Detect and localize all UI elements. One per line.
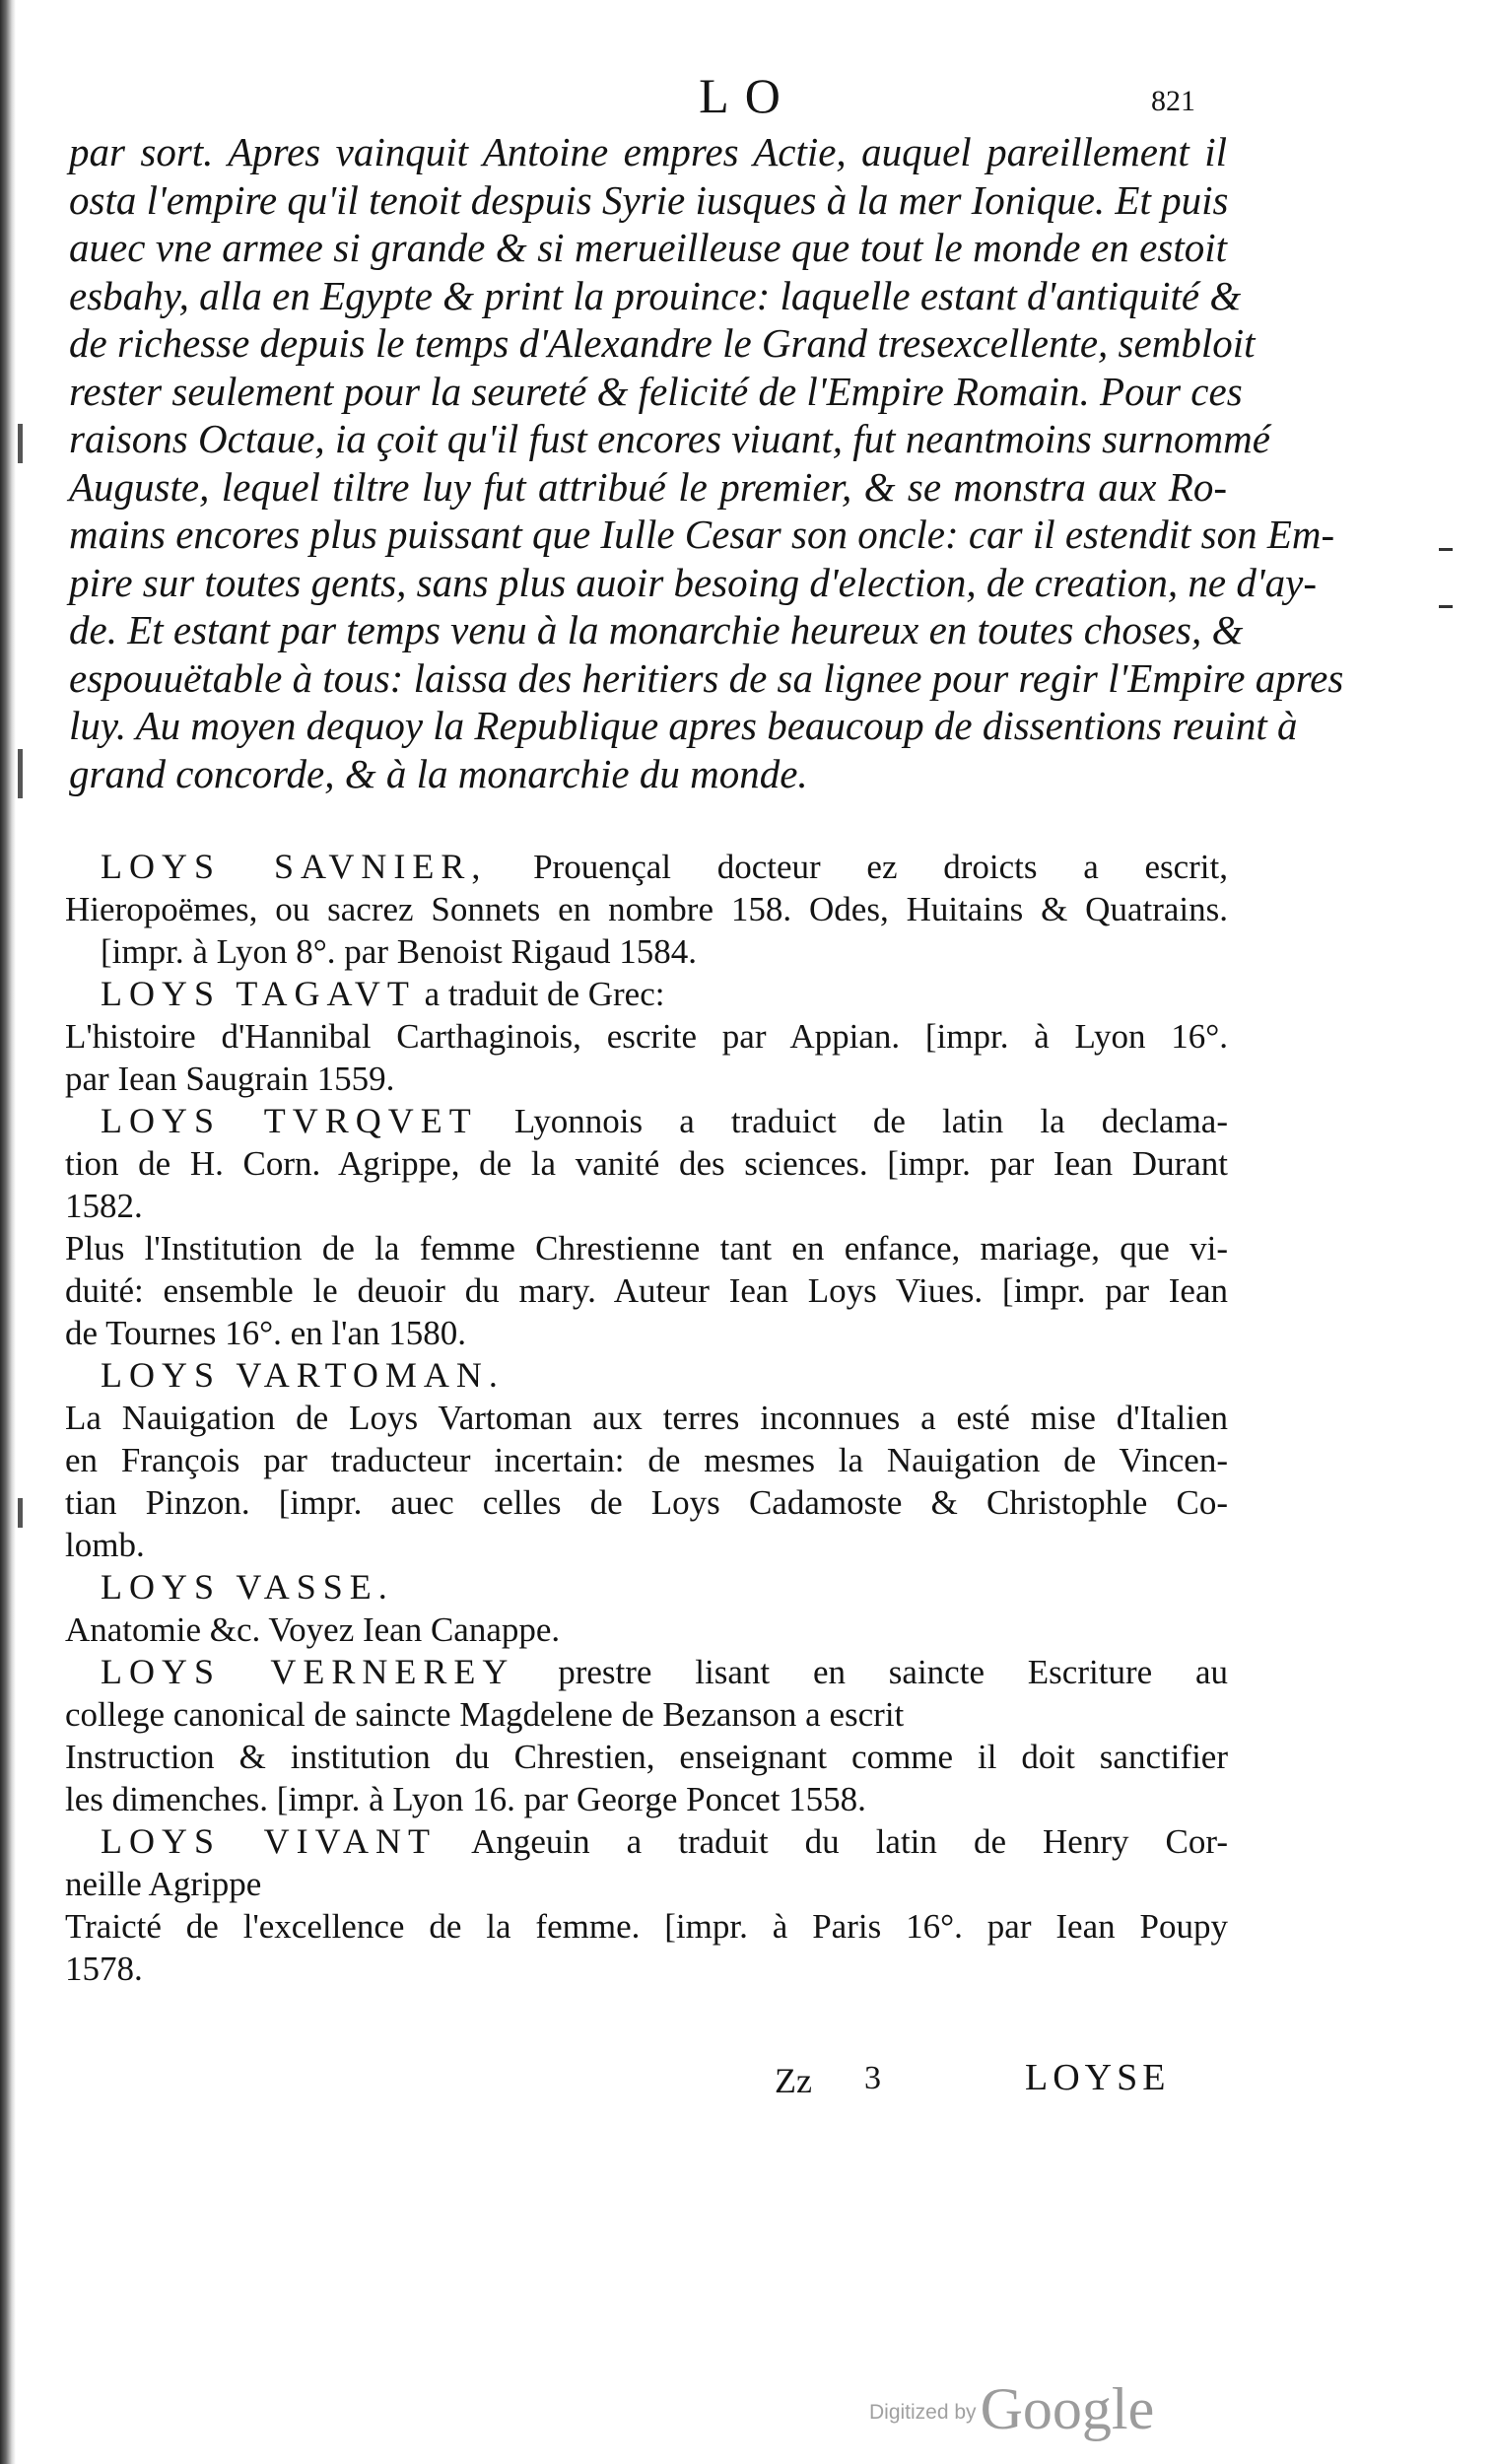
author-name: LOYS VASSE. <box>101 1567 394 1607</box>
entry-text: Instruction & institution du Chrestien, enseignant comme il doit sanctifier <box>65 1738 1228 1776</box>
entry-text: neille Agrippe <box>65 1865 262 1903</box>
entry-text: 1582. <box>65 1187 143 1225</box>
text-line: osta l'empire qu'il tenoit despuis Syrie iusques à la mer Ionique. Et puis <box>69 176 1229 223</box>
entry-text: prestre lisant en saincte Escriture au <box>514 1653 1228 1691</box>
text-line: Auguste, lequel tiltre luy fut attribué le premier, & se monstra aux Ro- <box>69 463 1227 510</box>
entry-text: de Tournes 16°. en l'an 1580. <box>65 1314 466 1352</box>
running-head: LO <box>699 68 796 123</box>
page-number: 821 <box>1151 85 1195 117</box>
author-name: LOYS VERNEREY <box>101 1652 515 1691</box>
text-line: espouuëtable à tous: laissa des heritiers de sa lignee pour regir l'Empire apres <box>69 654 1344 701</box>
catchword: LOYSE <box>1025 2057 1171 2098</box>
text-line: rester seulement pour la seureté & felicité de l'Empire Romain. Pour ces <box>69 368 1243 414</box>
bibliography-entries <box>65 846 1228 1990</box>
text-line: esbahy, alla en Egypte & print la prouince: laquelle estant d'antiquité & <box>69 272 1242 318</box>
signature-number: 3 <box>864 2060 881 2096</box>
margin-mark <box>18 1498 23 1528</box>
text-line: raisons Octaue, ia çoit qu'il fust encores viuant, fut neantmoins surnommé <box>69 416 1270 461</box>
entry-heading-line <box>65 846 1228 888</box>
entry-heading-line <box>65 1651 1228 1693</box>
margin-mark <box>1439 605 1453 608</box>
author-name: LOYS VIVANT <box>101 1821 437 1861</box>
text-line: luy. Au moyen dequoy la Republique apres beaucoup de dissentions reuint à <box>69 703 1298 748</box>
entry-text: L'histoire d'Hannibal Carthaginois, escrite par Appian. [impr. à Lyon 16°. <box>65 1017 1228 1056</box>
text-line: de. Et estant par temps venu à la monarchie heureux en toutes choses, & <box>69 607 1244 652</box>
signature-mark: Zz <box>775 2061 812 2100</box>
author-name: LOYS SAVNIER, <box>101 847 488 886</box>
entry-text: college canonical de saincte Magdelene de Bezanson a escrit <box>65 1695 905 1734</box>
google-logo: Google <box>980 2376 1155 2441</box>
entry-text: 1578. <box>65 1950 143 1988</box>
entry-heading-line <box>65 1354 1228 1397</box>
margin-mark <box>18 424 23 463</box>
entry-text: lomb. <box>65 1526 145 1564</box>
entry-text: par Iean Saugrain 1559. <box>65 1060 395 1098</box>
scan-left-edge <box>0 0 16 2464</box>
entry-text: les dimenches. [impr. à Lyon 16. par George Poncet 1558. <box>65 1780 866 1818</box>
margin-mark <box>1439 548 1453 551</box>
entry-text: Plus l'Institution de la femme Chrestienne tant en enfance, mariage, que vi- <box>65 1229 1228 1267</box>
entry-heading-line <box>65 1566 1228 1608</box>
entry-text: a traduit de Grec: <box>415 975 665 1013</box>
text-line: grand concorde, & à la monarchie du monde. <box>69 750 808 796</box>
entry-text: La Nauigation de Loys Vartoman aux terres inconnues a esté mise d'Italien <box>65 1399 1228 1437</box>
text-line: mains encores plus puissant que Iulle Cesar son oncle: car il estendit son Em- <box>69 512 1335 557</box>
entry-text: Anatomie &c. Voyez Iean Canappe. <box>65 1610 561 1649</box>
margin-mark <box>18 749 23 798</box>
entry-text: duité: ensemble le deuoir du mary. Auteur Iean Loys Viues. [impr. par Iean <box>65 1271 1228 1310</box>
author-name: LOYS TAGAVT <box>101 974 416 1013</box>
entry-text: en François par traducteur incertain: de mesmes la Nauigation de Vincen- <box>65 1441 1228 1479</box>
author-name: LOYS TVRQVET <box>101 1101 478 1140</box>
author-name: LOYS VARTOMAN. <box>101 1355 505 1395</box>
entry-text: Prouençal docteur ez droicts a escrit, <box>487 848 1229 886</box>
entry-text: Traicté de l'excellence de la femme. [impr. à Paris 16°. par Iean Poupy <box>65 1907 1228 1946</box>
italic-paragraph <box>69 128 1344 797</box>
text-line: auec vne armee si grande & si merueilleuse que tout le monde en estoit <box>69 225 1227 270</box>
entry-text: Angeuin a traduit du latin de Henry Cor- <box>436 1822 1228 1861</box>
text-line: par sort. Apres vainquit Antoine empres Actie, auquel pareillement il <box>69 129 1227 174</box>
digitized-watermark <box>869 2375 1154 2444</box>
entry-text: Lyonnois a traduict de latin la declama- <box>477 1102 1228 1140</box>
entry-text: tion de H. Corn. Agrippe, de la vanité des sciences. [impr. par Iean Durant <box>65 1144 1228 1183</box>
watermark-prefix: Digitized by <box>869 2401 977 2424</box>
entry-text: [impr. à Lyon 8°. par Benoist Rigaud 1584. <box>101 932 698 971</box>
entry-heading-line <box>65 973 1228 1015</box>
text-line: de richesse depuis le temps d'Alexandre le Grand tresexcellente, sembloit <box>69 320 1256 366</box>
entry-text: Hieropoëmes, ou sacrez Sonnets en nombre 158. Odes, Huitains & Quatrains. <box>65 890 1228 928</box>
entry-heading-line <box>65 1820 1228 1863</box>
entry-text: tian Pinzon. [impr. auec celles de Loys Cadamoste & Christophle Co- <box>65 1483 1228 1522</box>
entry-heading-line <box>65 1100 1228 1142</box>
text-line: pire sur toutes gents, sans plus auoir besoing d'election, de creation, ne d'ay- <box>69 559 1317 605</box>
